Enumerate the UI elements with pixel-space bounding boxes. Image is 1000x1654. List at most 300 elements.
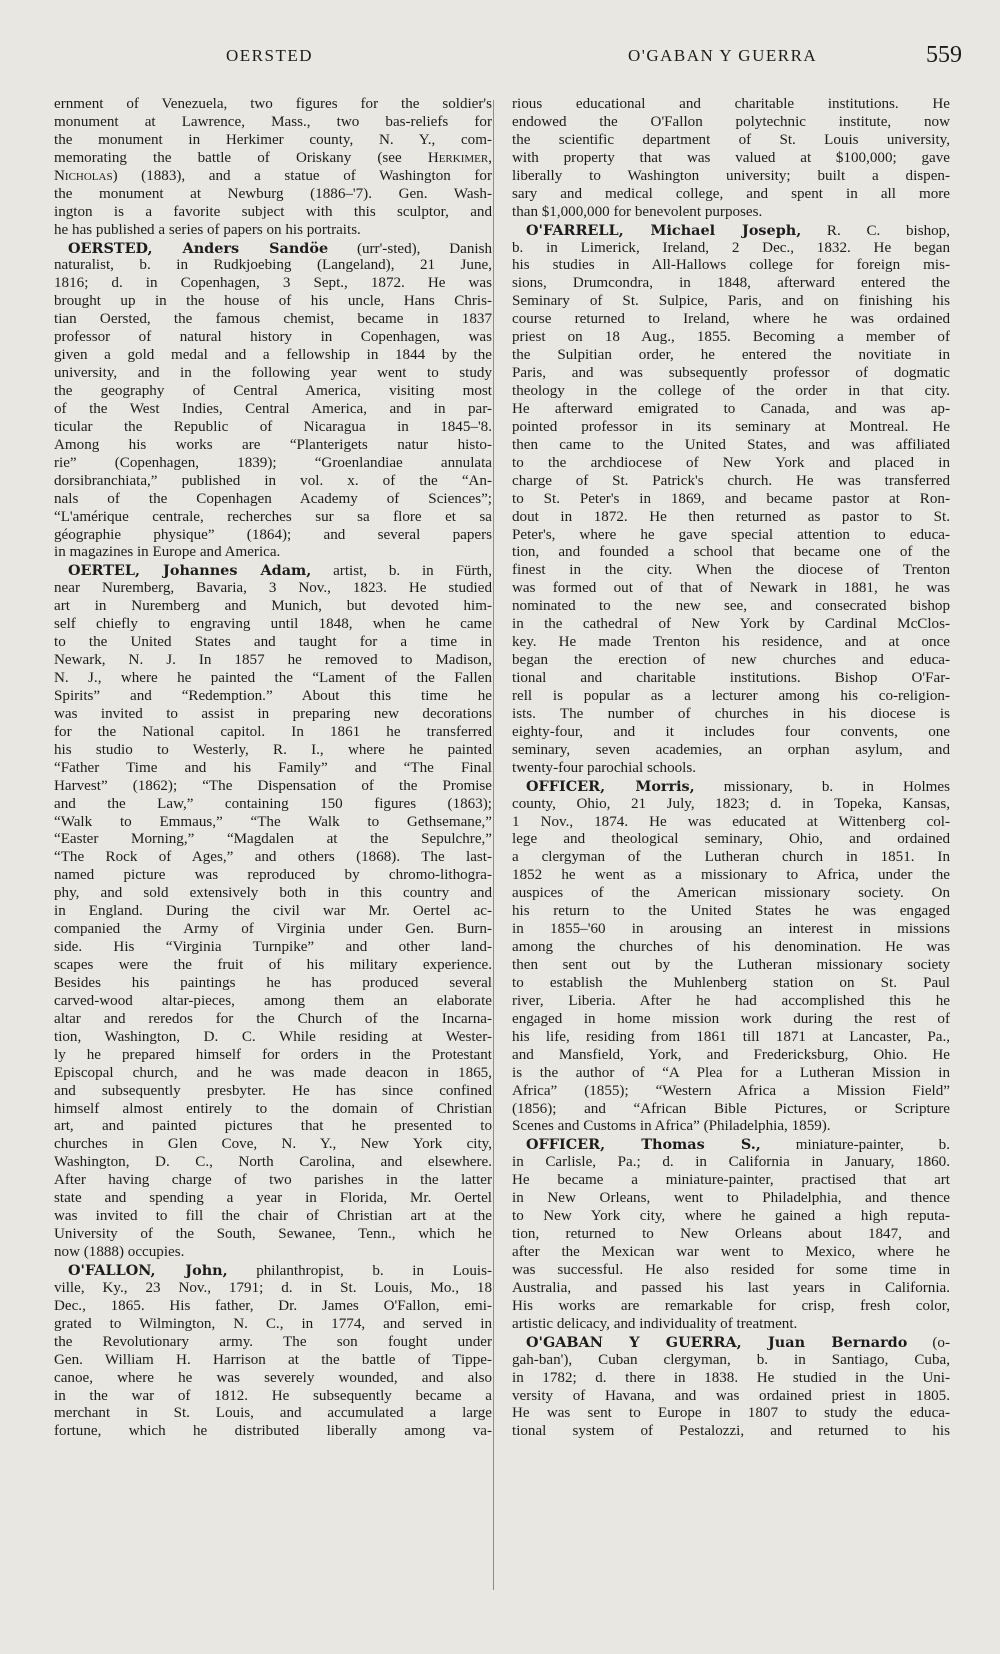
text-line bbox=[512, 1065, 950, 1083]
text-line bbox=[54, 867, 492, 885]
text-segment: sions, Drumcondra, in 1848, afterward entered the bbox=[512, 275, 950, 292]
text-segment: the Sulpitian order, he entered the novitiate in bbox=[512, 347, 950, 364]
text-line bbox=[512, 132, 950, 150]
text-segment: (o- bbox=[907, 1334, 950, 1351]
text-line bbox=[54, 168, 492, 186]
text-line bbox=[512, 1388, 950, 1406]
text-segment: géographie physique” (1864); and several papers bbox=[54, 526, 492, 543]
text-line bbox=[512, 114, 950, 132]
text-line bbox=[54, 1011, 492, 1029]
text-segment: ington is a favorite subject with this sculptor, and bbox=[54, 203, 492, 220]
text-line bbox=[54, 527, 492, 545]
text-line bbox=[54, 849, 492, 867]
text-segment: near Nuremberg, Bavaria, 3 Nov., 1823. He studied bbox=[54, 580, 492, 597]
text-segment: art in Nuremberg and Munich, but devoted him- bbox=[54, 598, 492, 615]
page-number: 559 bbox=[926, 42, 962, 68]
text-line bbox=[54, 544, 492, 562]
text-line bbox=[512, 831, 950, 849]
text-segment: He afterward emigrated to Canada, and was ap- bbox=[512, 400, 950, 417]
text-segment: the monument in Herkimer county, N. Y., com- bbox=[54, 131, 492, 148]
text-line bbox=[512, 455, 950, 473]
text-line bbox=[512, 1101, 950, 1119]
text-line bbox=[54, 939, 492, 957]
entry-headword: OERSTED, Anders Sandöe bbox=[68, 239, 329, 257]
page-header bbox=[56, 44, 962, 76]
text-segment: Washington, D. C., North Carolina, and elsewhere. bbox=[54, 1154, 492, 1171]
text-segment: nominated to the new see, and consecrated bishop bbox=[512, 598, 950, 615]
text-line bbox=[512, 311, 950, 329]
text-segment: University of the South, Sewanee, Tenn., which he bbox=[54, 1226, 492, 1243]
text-segment: theology in the college of the order in that city. bbox=[512, 383, 950, 399]
text-segment: among the churches of his denomination. He was bbox=[512, 939, 950, 956]
text-line bbox=[512, 580, 950, 598]
text-segment: churches in Glen Cove, N. Y., New York city, bbox=[54, 1136, 492, 1153]
text-segment: tional and charitable institutions. Bishop O'Far- bbox=[512, 670, 950, 686]
text-segment: ernment of Venezuela, two figures for the soldier's bbox=[54, 96, 492, 112]
text-line bbox=[512, 150, 950, 168]
text-segment: now (1888) occupies. bbox=[54, 1244, 185, 1260]
text-segment: key. He made Trenton his residence, and at once bbox=[512, 634, 950, 651]
text-segment: twenty-four parochial schools. bbox=[512, 759, 697, 776]
text-segment: engaged in home mission work during the rest of bbox=[512, 1010, 950, 1027]
text-line bbox=[54, 634, 492, 652]
running-head-right: O'GABAN Y GUERRA bbox=[628, 46, 818, 65]
left-text-column bbox=[54, 96, 492, 1441]
text-segment: versity of Havana, and was ordained priest in 1805. bbox=[512, 1387, 950, 1404]
text-line bbox=[512, 957, 950, 975]
text-line bbox=[54, 742, 492, 760]
text-line bbox=[512, 1423, 950, 1441]
text-segment: rious educational and charitable institutions. He bbox=[512, 96, 950, 112]
text-line bbox=[54, 1172, 492, 1190]
text-segment: rie” (Copenhagen, 1839); “Groenlandiae annulata bbox=[54, 454, 492, 471]
text-line bbox=[54, 150, 492, 168]
text-segment: 1816; d. in Copenhagen, 3 Sept., 1872. He was bbox=[54, 275, 492, 292]
text-line bbox=[54, 1388, 492, 1406]
text-line bbox=[512, 652, 950, 670]
text-segment: he has published a series of papers on his portraits. bbox=[54, 221, 361, 238]
text-segment: pointed professor in its seminary at Montreal. He bbox=[512, 418, 950, 435]
text-segment: state and spending a year in Florida, Mr. Oertel bbox=[54, 1190, 492, 1207]
text-segment: monument at Lawrence, Mass., two bas-reliefs for bbox=[54, 113, 492, 130]
text-line bbox=[54, 1029, 492, 1047]
text-segment: “Father Time and his Family” and “The Final bbox=[54, 759, 492, 776]
text-line bbox=[54, 257, 492, 275]
text-line bbox=[512, 885, 950, 903]
text-line bbox=[54, 1370, 492, 1388]
text-line bbox=[54, 903, 492, 921]
text-line bbox=[512, 849, 950, 867]
text-line bbox=[512, 1208, 950, 1226]
text-line bbox=[54, 724, 492, 742]
text-segment: Australia, and passed his last years in California. bbox=[512, 1279, 950, 1296]
text-segment: ly he prepared himself for orders in the Protestant bbox=[54, 1046, 492, 1063]
text-segment: scapes were the fruit of his military experience. bbox=[54, 957, 492, 973]
text-line bbox=[512, 778, 950, 796]
text-line bbox=[54, 1316, 492, 1334]
text-line bbox=[512, 257, 950, 275]
text-segment: in the war of 1812. He subsequently became a bbox=[54, 1387, 492, 1404]
text-segment: in England. During the civil war Mr. Oertel ac- bbox=[54, 903, 492, 920]
text-segment: and subsequently presbyter. He has since confined bbox=[54, 1082, 492, 1099]
text-line bbox=[54, 473, 492, 491]
text-line bbox=[54, 455, 492, 473]
text-segment: the scientific department of St. Louis university, bbox=[512, 131, 950, 148]
text-segment: artistic delicacy, and individuality of treatment. bbox=[512, 1315, 798, 1332]
text-segment: Scenes and Customs in Africa” (Philadelphia, 1859). bbox=[512, 1118, 831, 1135]
text-line bbox=[512, 96, 950, 114]
text-segment: liberally to Washington university; built a dispen- bbox=[512, 167, 950, 184]
text-segment: in 1782; d. there in 1838. He studied in the Uni- bbox=[512, 1369, 950, 1386]
text-segment: endowed the O'Fallon polytechnic institute, now bbox=[512, 113, 950, 130]
text-segment: course returned to Ireland, where he was ordained bbox=[512, 311, 950, 328]
text-segment: and the Law,” containing 150 figures (1863); bbox=[54, 795, 492, 812]
text-segment: the geography of Central America, visiting most bbox=[54, 383, 492, 399]
text-line bbox=[512, 634, 950, 652]
text-segment: brought up in the house of his uncle, Hans Chris- bbox=[54, 293, 492, 310]
text-line bbox=[54, 975, 492, 993]
text-line bbox=[512, 1244, 950, 1262]
text-line bbox=[512, 1405, 950, 1423]
text-line bbox=[512, 275, 950, 293]
text-line bbox=[512, 293, 950, 311]
entry-headword: OFFICER, Morris, bbox=[526, 777, 695, 795]
text-line bbox=[512, 1190, 950, 1208]
text-line bbox=[512, 1316, 950, 1334]
text-line bbox=[54, 240, 492, 258]
text-line bbox=[54, 509, 492, 527]
text-line bbox=[512, 742, 950, 760]
text-segment: merchant in St. Louis, and accumulated a large bbox=[54, 1405, 492, 1422]
text-segment: b. in Limerick, Ireland, 2 Dec., 1832. He began bbox=[512, 239, 950, 256]
text-line bbox=[512, 1262, 950, 1280]
text-line bbox=[54, 1101, 492, 1119]
text-segment: N. J., where he painted the “Lament of the Fallen bbox=[54, 670, 492, 686]
text-line bbox=[54, 921, 492, 939]
text-segment: miniature-painter, b. bbox=[760, 1137, 950, 1154]
text-line bbox=[512, 760, 950, 778]
text-segment: canoe, where he was severely wounded, and also bbox=[54, 1369, 492, 1386]
text-line bbox=[54, 365, 492, 383]
text-segment: After having charge of two parishes in the latter bbox=[54, 1172, 492, 1189]
text-segment: 1 Nov., 1874. He was educated at Wittenberg col- bbox=[512, 813, 950, 830]
text-line bbox=[54, 1352, 492, 1370]
text-segment: of the West Indies, Central America, and in par- bbox=[54, 400, 492, 417]
text-line bbox=[512, 867, 950, 885]
text-line bbox=[512, 921, 950, 939]
text-line bbox=[512, 706, 950, 724]
text-segment: tion, returned to New Orleans about 1847, and bbox=[512, 1226, 950, 1243]
text-line bbox=[54, 652, 492, 670]
text-segment: finest in the city. When the diocese of Trenton bbox=[512, 562, 950, 579]
text-line bbox=[54, 831, 492, 849]
text-line bbox=[54, 1136, 492, 1154]
text-line bbox=[54, 491, 492, 509]
text-segment: to the archdiocese of New York and placed in bbox=[512, 454, 950, 471]
text-segment: to establish the Muhlenberg station on St. Paul bbox=[512, 974, 950, 991]
text-segment: ) (1883), and a statue of Washington for bbox=[112, 167, 492, 184]
text-segment: and Mansfield, York, and Fredericksburg, Ohio. He bbox=[512, 1046, 950, 1063]
text-segment: his studies in All-Hallows college for foreign mis- bbox=[512, 257, 950, 274]
text-segment: His works are remarkable for crisp, fresh color, bbox=[512, 1297, 950, 1314]
text-line bbox=[54, 1190, 492, 1208]
text-segment: sary and medical college, and spent in all more bbox=[512, 185, 950, 202]
text-line bbox=[54, 580, 492, 598]
text-segment: R. C. bishop, bbox=[801, 222, 950, 239]
text-segment: tian Oersted, the famous chemist, became in 1837 bbox=[54, 311, 492, 328]
text-segment: lege and theological seminary, Ohio, and ordained bbox=[512, 831, 950, 848]
text-line bbox=[54, 598, 492, 616]
entry-headword: O'FARRELL, Michael Joseph, bbox=[526, 221, 802, 239]
text-line bbox=[54, 706, 492, 724]
text-line bbox=[512, 1370, 950, 1388]
text-line bbox=[512, 903, 950, 921]
text-segment: in New Orleans, went to Philadelphia, and thence bbox=[512, 1190, 950, 1207]
text-line bbox=[54, 760, 492, 778]
text-segment: Newark, N. J. In 1857 he removed to Madison, bbox=[54, 652, 492, 669]
text-line bbox=[54, 1334, 492, 1352]
text-line bbox=[512, 814, 950, 832]
text-line bbox=[512, 168, 950, 186]
text-line bbox=[54, 437, 492, 455]
text-segment: was successful. He also resided for some time in bbox=[512, 1261, 950, 1278]
text-line bbox=[512, 1352, 950, 1370]
text-line bbox=[512, 401, 950, 419]
text-segment: was invited to fill the chair of Christian art at the bbox=[54, 1208, 492, 1225]
text-segment: eighty-four, and it includes four convents, one bbox=[512, 723, 950, 740]
text-segment: “Walk to Emmaus,” “The Walk to Gethsemane,” bbox=[54, 813, 492, 830]
text-line bbox=[512, 1136, 950, 1154]
text-line bbox=[512, 796, 950, 814]
text-segment: priest on 18 Aug., 1855. Becoming a member of bbox=[512, 329, 950, 346]
text-segment: naturalist, b. in Rudkjoebing (Langeland), 21 June, bbox=[54, 257, 492, 274]
text-segment: his return to the United States he was engaged bbox=[512, 903, 950, 920]
text-line bbox=[512, 204, 950, 222]
text-segment: in Carlisle, Pa.; d. in California in January, 1860. bbox=[512, 1154, 950, 1171]
text-line bbox=[54, 1423, 492, 1441]
text-line bbox=[54, 1065, 492, 1083]
text-segment: Peter's, where he gave special attention to educa- bbox=[512, 526, 950, 543]
text-segment: Harvest” (1862); “The Dispensation of the Promise bbox=[54, 777, 492, 794]
text-line bbox=[54, 204, 492, 222]
small-caps-reference: Herkimer, bbox=[427, 149, 492, 166]
text-segment: grated to Wilmington, N. C., in 1774, and served in bbox=[54, 1315, 492, 1332]
text-line bbox=[54, 885, 492, 903]
text-segment: missionary, b. in Holmes bbox=[694, 778, 950, 795]
text-segment: Paris, and was subsequently professor of dogmatic bbox=[512, 365, 950, 382]
text-segment: auspices of the American missionary society. On bbox=[512, 885, 950, 902]
text-line bbox=[512, 939, 950, 957]
text-line bbox=[54, 1298, 492, 1316]
text-line bbox=[54, 311, 492, 329]
text-segment: in the cathedral of New York by Cardinal McClos- bbox=[512, 616, 950, 633]
text-line bbox=[54, 186, 492, 204]
text-segment: Gen. William H. Harrison at the battle of Tippe- bbox=[54, 1351, 492, 1368]
text-segment: named picture was reproduced by chromo-lithogra- bbox=[54, 867, 492, 884]
entry-headword: OFFICER, Thomas S., bbox=[526, 1136, 761, 1154]
text-segment: tional system of Pestalozzi, and returned to his bbox=[512, 1423, 950, 1440]
text-segment: given a gold medal and a fellowship in 1844 by the bbox=[54, 347, 492, 364]
text-line bbox=[512, 437, 950, 455]
text-segment: He was sent to Europe in 1807 to study the educa- bbox=[512, 1405, 950, 1422]
text-segment: to St. Peter's in 1869, and became pastor at Ron- bbox=[512, 490, 950, 507]
text-line bbox=[512, 240, 950, 258]
text-segment: (1856); and “African Bible Pictures, or Scripture bbox=[512, 1100, 950, 1117]
text-line bbox=[54, 1118, 492, 1136]
text-line bbox=[54, 1280, 492, 1298]
text-line bbox=[512, 365, 950, 383]
text-segment: artist, b. in Fürth, bbox=[311, 563, 492, 580]
text-segment: Seminary of St. Sulpice, Paris, and on finishing his bbox=[512, 293, 950, 310]
text-segment: seminary, seven academies, an orphan asylum, and bbox=[512, 741, 950, 758]
text-segment: county, Ohio, 21 July, 1823; d. in Topeka, Kansas, bbox=[512, 795, 950, 812]
text-line bbox=[54, 275, 492, 293]
text-segment: then sent out by the Lutheran missionary society bbox=[512, 957, 950, 973]
text-line bbox=[512, 562, 950, 580]
text-segment: 1852 he went as a missionary to Africa, under the bbox=[512, 867, 950, 884]
text-segment: began the erection of new churches and educa- bbox=[512, 652, 950, 669]
text-segment: Africa” (1855); “Western Africa a Mission Field” bbox=[512, 1082, 950, 1099]
text-segment: tion, and founded a school that became one of the bbox=[512, 544, 950, 561]
text-segment: then came to the United States, and was affiliated bbox=[512, 436, 950, 453]
text-segment: He became a miniature-painter, practised that art bbox=[512, 1172, 950, 1189]
text-line bbox=[54, 1154, 492, 1172]
text-line bbox=[54, 1047, 492, 1065]
text-line bbox=[512, 419, 950, 437]
text-line bbox=[512, 222, 950, 240]
text-line bbox=[54, 562, 492, 580]
text-segment: side. His “Virginia Turnpike” and other land- bbox=[54, 939, 492, 956]
right-text-column bbox=[512, 96, 950, 1441]
text-segment: professor of natural history in Copenhagen, was bbox=[54, 329, 492, 346]
text-line bbox=[512, 186, 950, 204]
text-line bbox=[54, 401, 492, 419]
text-line bbox=[512, 329, 950, 347]
text-segment: phy, and sold extensively both in this country and bbox=[54, 885, 492, 902]
text-segment: river, Liberia. After he had accomplished this he bbox=[512, 992, 950, 1009]
text-line bbox=[512, 1154, 950, 1172]
text-segment: tion, Washington, D. C. While residing at Wester- bbox=[54, 1028, 492, 1045]
text-line bbox=[54, 688, 492, 706]
text-line bbox=[512, 509, 950, 527]
text-line bbox=[512, 670, 950, 688]
text-line bbox=[54, 1083, 492, 1101]
entry-headword: O'FALLON, John, bbox=[68, 1261, 228, 1279]
text-line bbox=[54, 222, 492, 240]
text-segment: companied the Army of Virginia under Gen. Burn- bbox=[54, 921, 492, 938]
text-segment: altar and reredos for the Church of the Incarna- bbox=[54, 1010, 492, 1027]
text-line bbox=[54, 616, 492, 634]
text-line bbox=[512, 993, 950, 1011]
text-line bbox=[512, 1226, 950, 1244]
text-segment: ists. The number of churches in his diocese is bbox=[512, 705, 950, 722]
text-segment: than $1,000,000 for benevolent purposes. bbox=[512, 203, 763, 220]
text-line bbox=[512, 1083, 950, 1101]
text-line bbox=[54, 96, 492, 114]
text-segment: memorating the battle of Oriskany (see bbox=[54, 149, 428, 166]
running-head-left: OERSTED bbox=[226, 46, 313, 65]
text-segment: was invited to assist in preparing new decorations bbox=[54, 705, 492, 722]
text-line bbox=[512, 1047, 950, 1065]
text-segment: to the United States and taught for a time in bbox=[54, 634, 492, 651]
column-divider bbox=[493, 100, 494, 1590]
text-segment: ticular the Republic of Nicaragua in 1845–'8. bbox=[54, 418, 492, 435]
text-line bbox=[512, 491, 950, 509]
text-segment: nals of the Copenhagen Academy of Sciences”; bbox=[54, 490, 492, 507]
text-line bbox=[512, 616, 950, 634]
text-line bbox=[512, 1298, 950, 1316]
text-line bbox=[512, 473, 950, 491]
text-line bbox=[54, 1262, 492, 1280]
text-line bbox=[512, 1118, 950, 1136]
text-line bbox=[512, 527, 950, 545]
text-segment: (urr'-sted), Danish bbox=[328, 240, 492, 257]
entry-headword: O'GABAN Y GUERRA, Juan Bernardo bbox=[526, 1333, 908, 1351]
text-line bbox=[54, 419, 492, 437]
text-line bbox=[512, 598, 950, 616]
text-segment: dout in 1872. He then returned as pastor to St. bbox=[512, 508, 950, 525]
text-segment: for the National capitol. In 1861 he transferred bbox=[54, 723, 492, 740]
text-segment: gah-ban'), Cuban clergyman, b. in Santiago, Cuba, bbox=[512, 1351, 950, 1368]
text-line bbox=[54, 796, 492, 814]
text-line bbox=[512, 1011, 950, 1029]
text-segment: “Easter Morning,” “Magdalen at the Sepulchre,” bbox=[54, 831, 492, 848]
text-line bbox=[54, 329, 492, 347]
text-line bbox=[54, 814, 492, 832]
text-line bbox=[512, 347, 950, 365]
text-line bbox=[54, 132, 492, 150]
text-segment: Spirits” and “Redemption.” About this time he bbox=[54, 687, 492, 704]
text-line bbox=[512, 1280, 950, 1298]
text-line bbox=[512, 975, 950, 993]
text-segment: art, and painted pictures that he presented to bbox=[54, 1118, 492, 1135]
text-line bbox=[54, 347, 492, 365]
text-line bbox=[512, 1334, 950, 1352]
text-line bbox=[512, 724, 950, 742]
text-line bbox=[54, 1208, 492, 1226]
text-line bbox=[54, 993, 492, 1011]
text-segment: fortune, which he distributed liberally among va- bbox=[54, 1423, 492, 1440]
text-segment: a clergyman of the Lutheran church in 1851. In bbox=[512, 849, 950, 866]
text-segment: university, and in the following year went to study bbox=[54, 365, 492, 382]
text-segment: in 1855–'60 in arousing an interest in missions bbox=[512, 921, 950, 938]
text-segment: charge of St. Patrick's church. He was transferred bbox=[512, 472, 950, 489]
text-line bbox=[54, 383, 492, 401]
text-segment: Among his works are “Planterigets natur histo- bbox=[54, 436, 492, 453]
text-segment: the monument at Newburg (1886–'7). Gen. Wash- bbox=[54, 185, 492, 202]
text-segment: “L'amérique centrale, recherches sur sa flore et sa bbox=[54, 508, 492, 525]
text-segment: Episcopal church, and he was made deacon in 1865, bbox=[54, 1064, 492, 1081]
entry-headword: OERTEL, Johannes Adam, bbox=[68, 562, 312, 580]
text-line bbox=[54, 1244, 492, 1262]
text-line bbox=[512, 688, 950, 706]
text-line bbox=[54, 670, 492, 688]
text-line bbox=[54, 114, 492, 132]
text-line bbox=[512, 544, 950, 562]
text-line bbox=[512, 383, 950, 401]
text-segment: was formed out of that of Newark in 1881, he was bbox=[512, 580, 950, 597]
text-segment: ville, Ky., 23 Nov., 1791; d. in St. Louis, Mo., 18 bbox=[54, 1279, 492, 1296]
text-segment: to New York city, where he gained a high reputa- bbox=[512, 1208, 950, 1225]
text-segment: Besides his paintings he has produced several bbox=[54, 974, 492, 991]
text-segment: his studio to Westerly, R. I., where he painted bbox=[54, 741, 492, 758]
text-segment: dorsibranchiata,” published in vol. x. of the “An- bbox=[54, 472, 492, 489]
text-segment: philanthropist, b. in Louis- bbox=[227, 1262, 492, 1279]
text-line bbox=[54, 293, 492, 311]
text-line bbox=[54, 1405, 492, 1423]
text-segment: his life, residing from 1861 till 1871 at Lancaster, Pa., bbox=[512, 1028, 950, 1045]
text-segment: Dec., 1865. His father, Dr. James O'Fallon, emi- bbox=[54, 1297, 492, 1314]
